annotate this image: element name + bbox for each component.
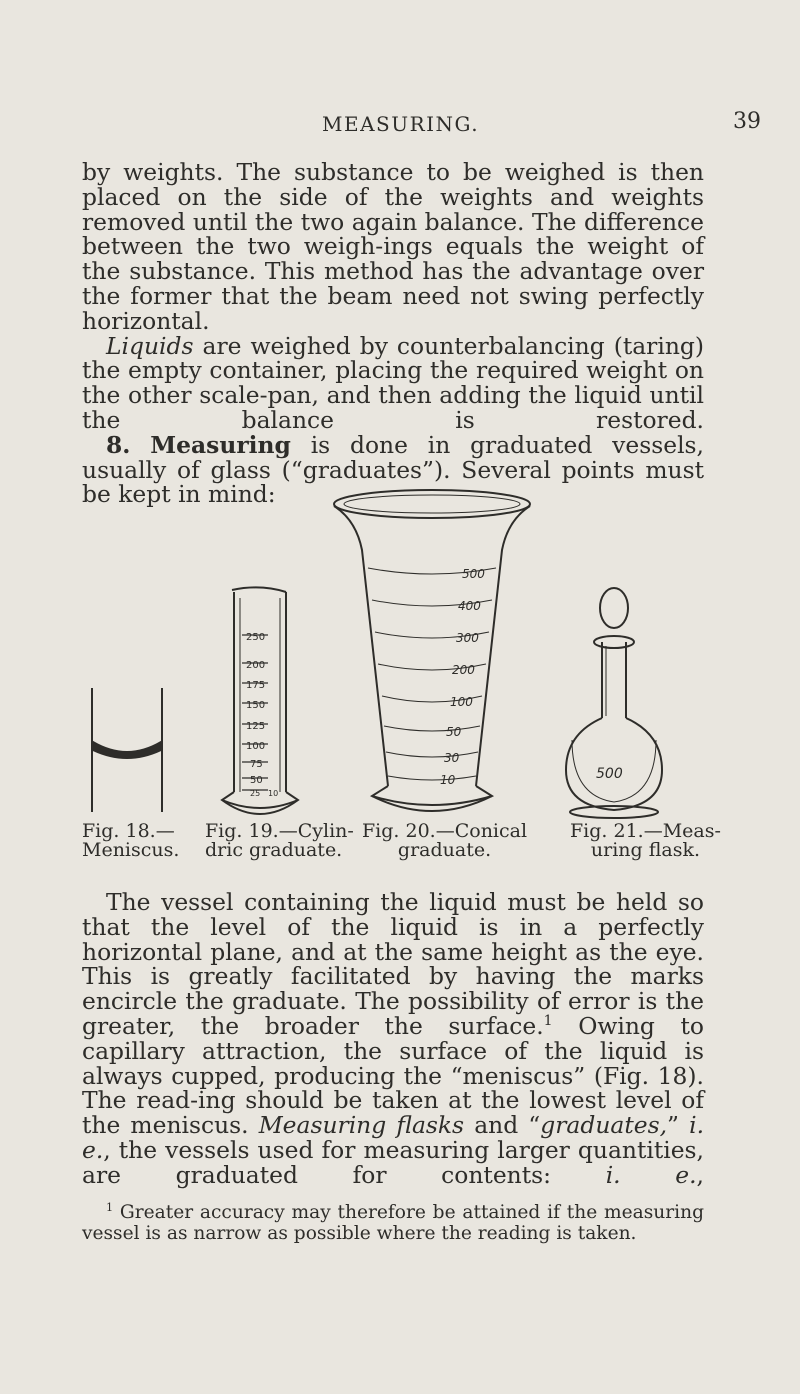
fig20-mark-10: 10 — [440, 773, 456, 787]
running-header — [0, 109, 800, 142]
fig20-mark-500: 500 — [462, 567, 485, 581]
caption-fig19: Fig. 19.—Cylin- dric graduate. — [205, 820, 354, 861]
fig19-mark-50: 50 — [250, 775, 263, 786]
fig20-mark-200: 200 — [452, 663, 475, 677]
fig19-mark-250: 250 — [246, 632, 266, 643]
fig19-mark-100: 100 — [246, 741, 266, 752]
term-measuring: Measuring — [150, 430, 291, 459]
footnote-marker: 1 — [543, 1013, 553, 1030]
conical-graduate — [334, 490, 530, 811]
fig19-mark-75: 75 — [250, 759, 263, 770]
paragraph-weights: by weights. The substance to be weighed is then placed on the side of the weights and weights removed until the two again balance. The difference between the two weigh-ings equals the weight of the substance. This method has the advantage over the former that the beam need not swing perfectly horizontal. — [82, 158, 704, 335]
fig19-mark-150: 150 — [246, 700, 266, 711]
caption-fig20: Fig. 20.—Conical graduate. — [362, 820, 528, 861]
fig19-mark-200: 200 — [246, 660, 266, 671]
fig20-mark-400: 400 — [458, 599, 481, 613]
fig19-mark-25: 25 — [250, 789, 261, 798]
term-liquids: Liquids — [106, 331, 194, 360]
paragraph-meniscus: The vessel containing the liquid must be held so that the level of the liquid is in a perfectly horizontal plane, and at the same height as the eye. This is greatly facilitated by having the marks encircle the graduate. The possibility of error is the greater, the broader the surface.$^1$ Owing to capillary attraction, the surface of the liquid is always cupped, producing the “meniscus” (Fig. 18). The read-ing should be taken at the lowest level of the meniscus. Measuring flasks and “graduates,” i. e., the vessels used for measuring larger quantities, are graduated for contents: i. e., — [82, 888, 705, 1189]
fig20-mark-50: 50 — [446, 725, 462, 739]
measuring-flask — [566, 588, 662, 818]
fig19-mark-125: 125 — [246, 721, 266, 732]
paragraph-measuring: 8. Measuring is done in graduated vessels, usually of glass (“graduates”). Several points must be kept in mind: — [82, 430, 704, 509]
meniscus-tube — [92, 688, 162, 812]
fig20-mark-30: 30 — [444, 751, 460, 765]
caption-fig18: Fig. 18.— Meniscus. — [82, 820, 180, 861]
section-number: 8. — [106, 430, 131, 459]
fig19-mark-175: 175 — [246, 680, 266, 691]
figures-row — [0, 480, 800, 880]
text-block-bottom — [82, 890, 704, 1188]
fig20-mark-100: 100 — [450, 695, 473, 709]
text-block-top — [82, 160, 704, 507]
fig21-mark-500: 500 — [596, 766, 623, 782]
header-title: MEASURING. — [322, 112, 480, 136]
footnote: $^1$ Greater accuracy may therefore be attained if the measuring vessel is as narrow as possible where the reading is taken. — [82, 1200, 704, 1244]
page-number: 39 — [733, 109, 761, 134]
fig19-mark-10: 10 — [268, 789, 279, 798]
paragraph-liquids: Liquids are weighed by counterbalancing (taring) the empty container, placing the required weight on the other scale-pan, and then adding the liquid until the balance is restored. — [82, 331, 704, 434]
caption-fig21: Fig. 21.—Meas- uring flask. — [570, 820, 721, 861]
fig20-mark-300: 300 — [456, 631, 479, 645]
